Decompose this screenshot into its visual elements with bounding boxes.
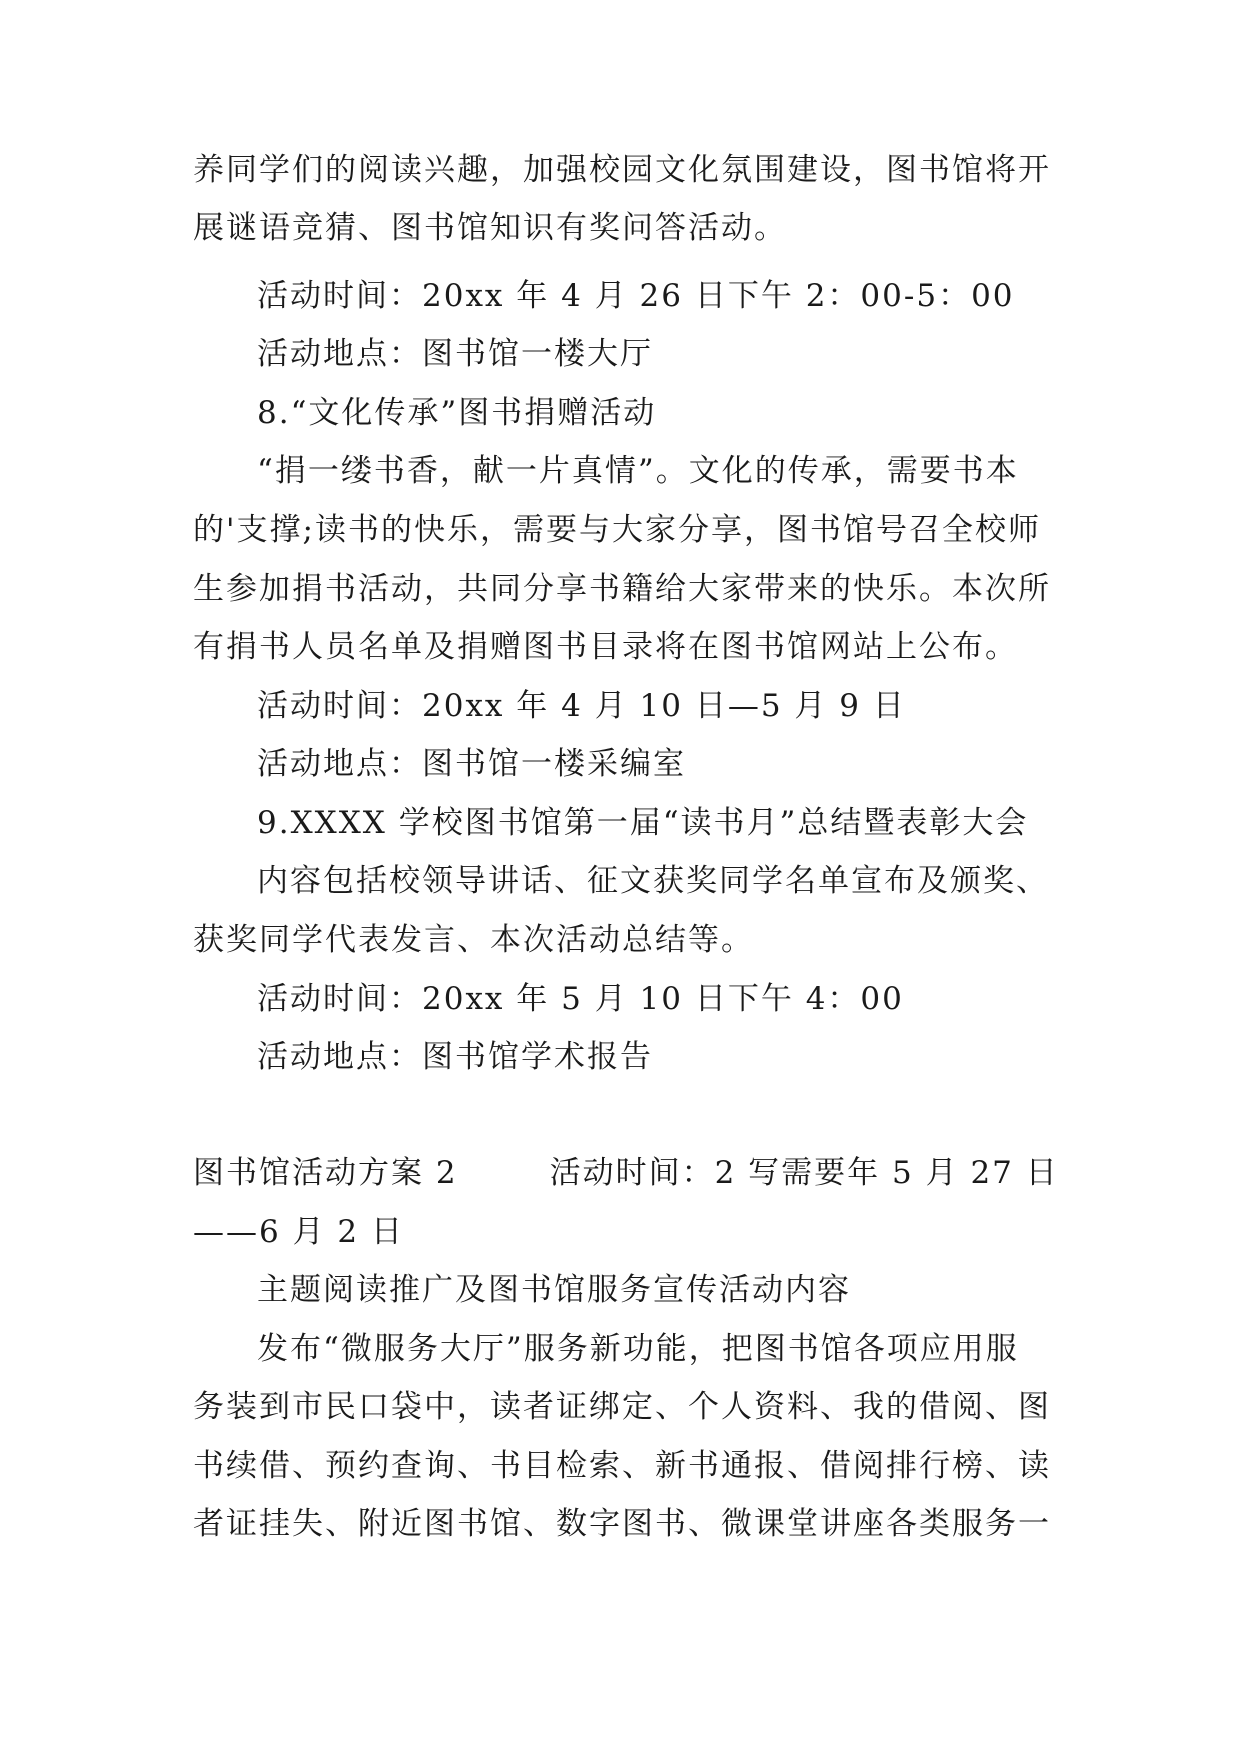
activity-time: 活动时间：2 写需要年 5 月 27 日	[549, 1155, 1059, 1191]
paragraph-line: 获奖同学代表发言、本次活动总结等。	[193, 922, 754, 958]
plan-title: 图书馆活动方案 2	[193, 1155, 458, 1191]
paragraph-line: 务装到市民口袋中，读者证绑定、个人资料、我的借阅、图	[193, 1389, 1051, 1425]
section-heading: 主题阅读推广及图书馆服务宣传活动内容	[257, 1272, 851, 1308]
plan-title-row	[193, 1153, 1059, 1193]
paragraph-line: 者证挂失、附近图书馆、数字图书、微课堂讲座各类服务一	[193, 1506, 1051, 1542]
paragraph-line: 有捐书人员名单及捐赠图书目录将在图书馆网站上公布。	[193, 629, 1018, 665]
section-heading: 9.XXXX 学校图书馆第一届“读书月”总结暨表彰大会	[257, 805, 1029, 841]
paragraph-line: 发布“微服务大厅”服务新功能，把图书馆各项应用服	[257, 1331, 1019, 1367]
paragraph-line: ——6 月 2 日	[193, 1214, 405, 1250]
activity-location: 活动地点：图书馆学术报告	[257, 1039, 653, 1075]
paragraph-line: 书续借、预约查询、书目检索、新书通报、借阅排行榜、读	[193, 1448, 1051, 1484]
activity-location: 活动地点：图书馆一楼采编室	[257, 746, 686, 782]
paragraph-line: 展谜语竞猜、图书馆知识有奖问答活动。	[193, 210, 787, 246]
activity-time: 活动时间：20xx 年 4 月 10 日—5 月 9 日	[257, 688, 906, 724]
paragraph-line: “捐一缕书香，献一片真情”。文化的传承，需要书本	[257, 453, 1019, 489]
paragraph-line: 养同学们的阅读兴趣，加强校园文化氛围建设，图书馆将开	[193, 152, 1051, 188]
paragraph-line: 的'支撑;读书的快乐，需要与大家分享，图书馆号召全校师	[193, 512, 1041, 548]
activity-time: 活动时间：20xx 年 5 月 10 日下午 4：00	[257, 981, 904, 1017]
activity-time: 活动时间：20xx 年 4 月 26 日下午 2：00-5：00	[257, 278, 1015, 314]
paragraph-line: 内容包括校领导讲话、征文获奖同学名单宣布及颁奖、	[257, 863, 1049, 899]
paragraph-line: 生参加捐书活动，共同分享书籍给大家带来的快乐。本次所	[193, 571, 1051, 607]
section-heading: 8.“文化传承”图书捐赠活动	[257, 395, 657, 431]
activity-location: 活动地点：图书馆一楼大厅	[257, 336, 653, 372]
